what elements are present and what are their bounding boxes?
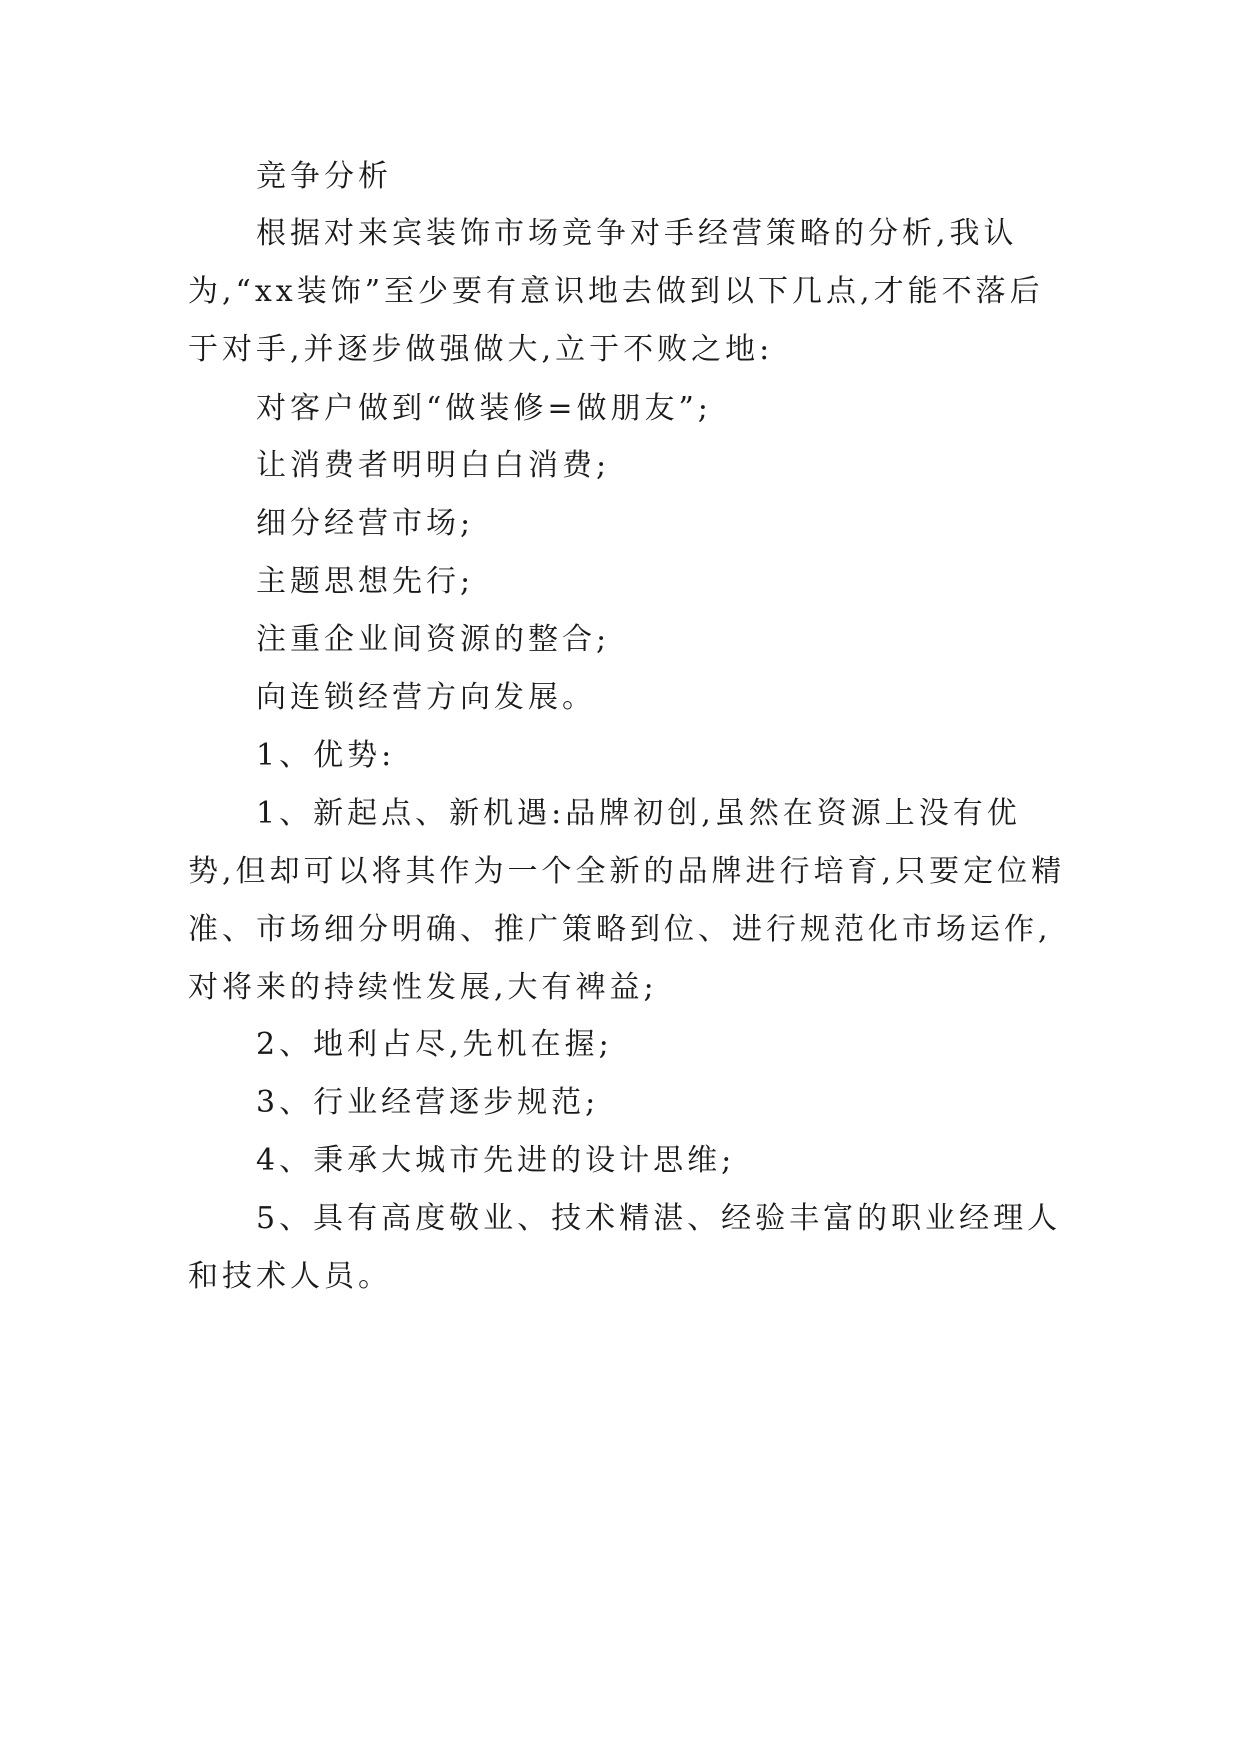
section-heading: 竞争分析 bbox=[256, 159, 392, 194]
strategy-item: 主题思想先行; bbox=[256, 564, 475, 599]
advantage-item: 1、新起点、新机遇:品牌初创,虽然在资源上没有优势,但却可以将其作为一个全新的品牌进行培育,只要定位精准、市场细分明确、推广策略到位、进行规范化市场运作,对将来的持续性发展,大有裨益; bbox=[188, 796, 1066, 1005]
strategy-item: 对客户做到“做装修=做朋友”; bbox=[256, 391, 712, 426]
intro-paragraph: 根据对来宾装饰市场竞争对手经营策略的分析,我认为,“xx装饰”至少要有意识地去做到以下几点,才能不落后于对手,并逐步做强做大,立于不败之地: bbox=[188, 216, 1044, 367]
advantage-item: 3、行业经营逐步规范; bbox=[256, 1085, 600, 1120]
advantage-item: 2、地利占尽,先机在握; bbox=[256, 1027, 613, 1062]
advantage-item: 4、秉承大城市先进的设计思维; bbox=[256, 1143, 736, 1178]
strategy-item: 细分经营市场; bbox=[256, 506, 475, 541]
strategy-item: 注重企业间资源的整合; bbox=[256, 622, 611, 657]
subsection-heading: 1、优势: bbox=[256, 738, 396, 773]
strategy-item: 让消费者明明白白消费; bbox=[256, 448, 611, 483]
strategy-item: 向连锁经营方向发展。 bbox=[256, 680, 596, 715]
advantage-item: 5、具有高度敬业、技术精湛、经验丰富的职业经理人和技术人员。 bbox=[188, 1201, 1062, 1294]
